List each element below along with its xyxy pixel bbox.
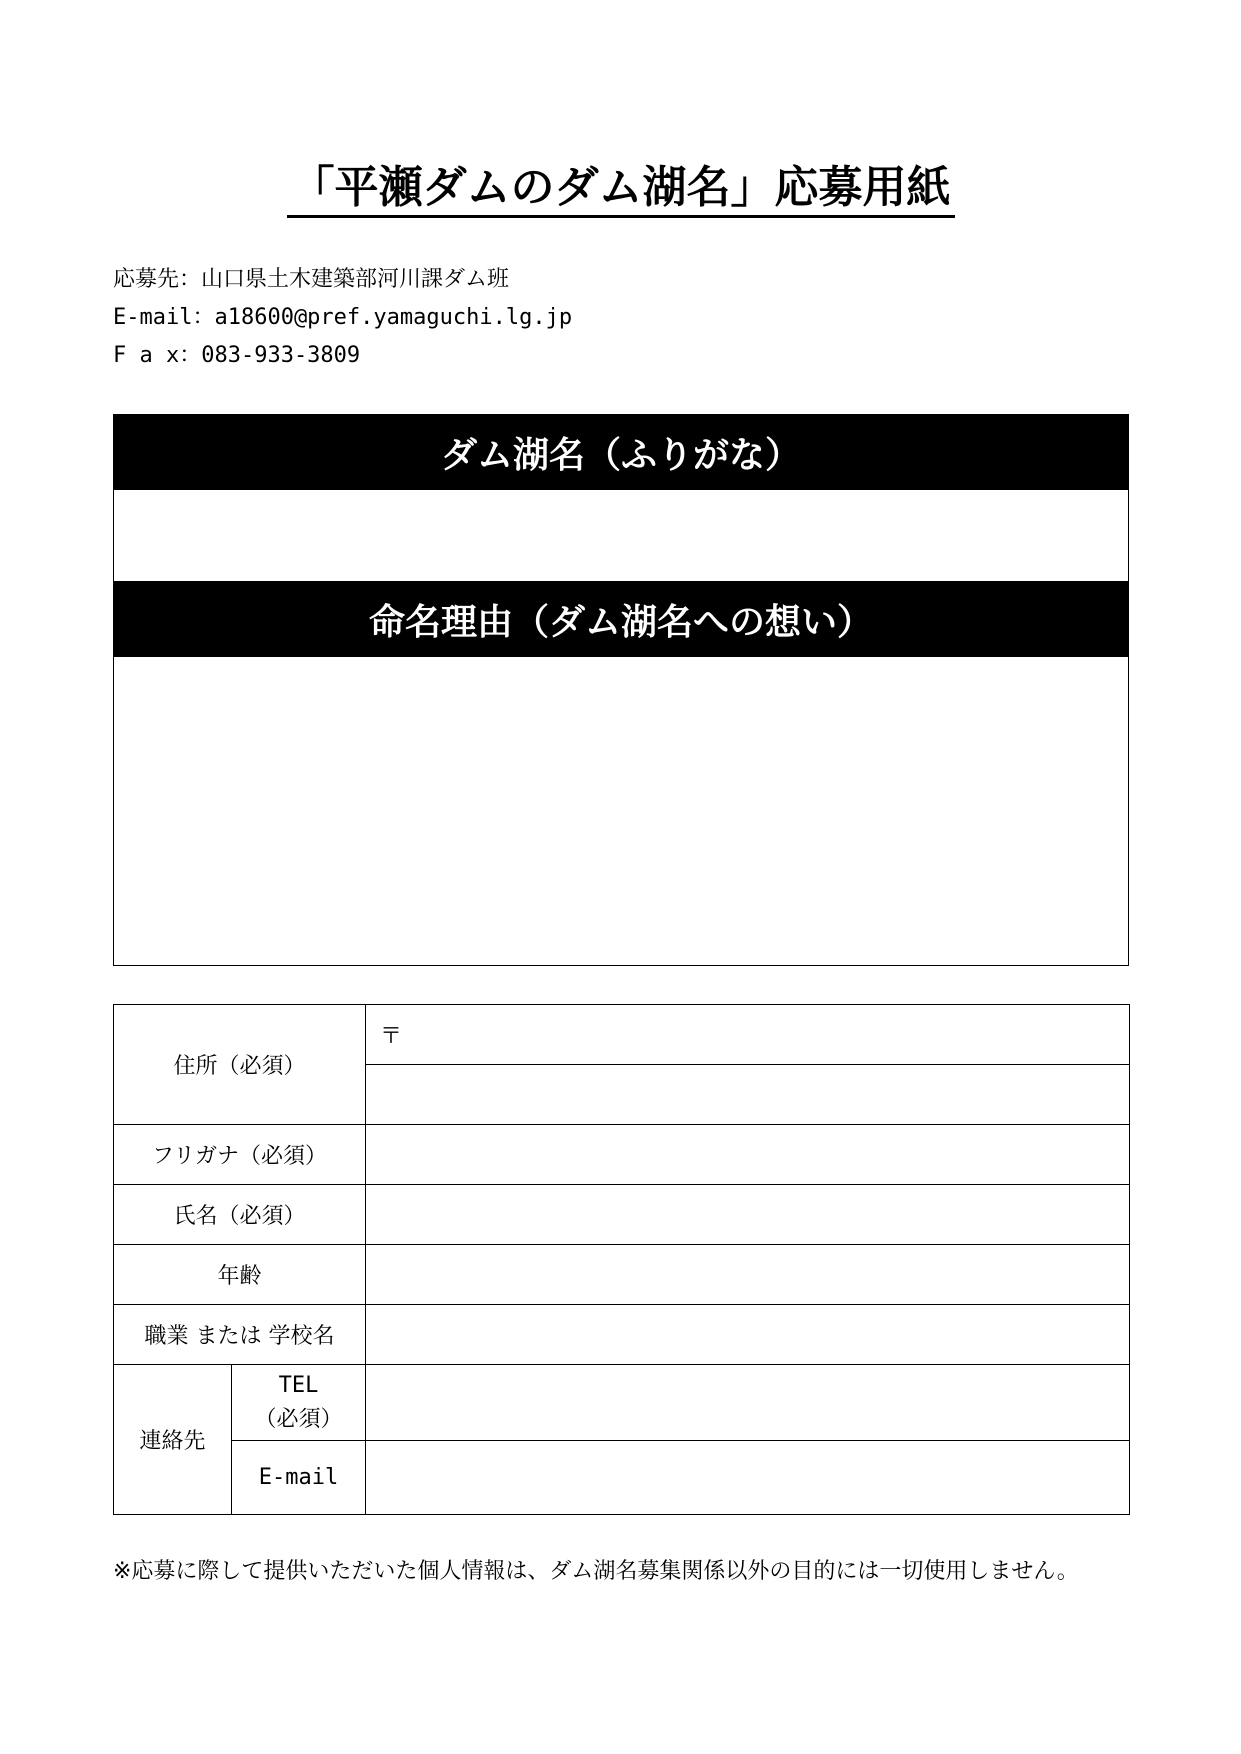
email-field[interactable] xyxy=(366,1441,1130,1515)
occupation-label: 職業 または 学校名 xyxy=(114,1305,366,1365)
page-title xyxy=(0,158,1241,218)
name-label: 氏名（必須） xyxy=(114,1185,366,1245)
email-line: E-mail：a18600@pref.yamaguchi.lg.jp xyxy=(113,305,573,330)
lake-name-input-area[interactable] xyxy=(113,490,1129,581)
page-title-text: 「平瀬ダムのダム湖名」応募用紙 xyxy=(287,162,955,218)
lake-name-header: ダム湖名（ふりがな） xyxy=(113,414,1129,490)
fax-line: F a x：083-933-3809 xyxy=(113,343,361,368)
tel-field[interactable] xyxy=(366,1365,1130,1441)
age-field[interactable] xyxy=(366,1245,1130,1305)
address-field[interactable] xyxy=(366,1065,1130,1125)
email-label: E-mail xyxy=(232,1441,366,1515)
contact-label: 連絡先 xyxy=(114,1365,232,1515)
applicant-info-table xyxy=(113,1004,1130,1515)
address-label: 住所（必須） xyxy=(114,1005,366,1125)
tel-label-line1: TEL xyxy=(278,1372,319,1398)
age-label: 年齢 xyxy=(114,1245,366,1305)
furigana-field[interactable] xyxy=(366,1125,1130,1185)
postal-mark: 〒 xyxy=(380,1024,403,1049)
name-field[interactable] xyxy=(366,1185,1130,1245)
tel-label-line2: （必須） xyxy=(254,1406,343,1432)
tel-label xyxy=(232,1365,366,1441)
reason-header: 命名理由（ダム湖名への想い） xyxy=(113,581,1129,657)
recipient-line: 応募先：山口県土木建築部河川課ダム班 xyxy=(113,267,510,292)
reason-input-area[interactable] xyxy=(113,657,1129,965)
postal-code-field[interactable] xyxy=(366,1005,1130,1065)
privacy-note: ※応募に際して提供いただいた個人情報は、ダム湖名募集関係以外の目的には一切使用しません。 xyxy=(113,1559,1079,1584)
occupation-field[interactable] xyxy=(366,1305,1130,1365)
furigana-label: フリガナ（必須） xyxy=(114,1125,366,1185)
